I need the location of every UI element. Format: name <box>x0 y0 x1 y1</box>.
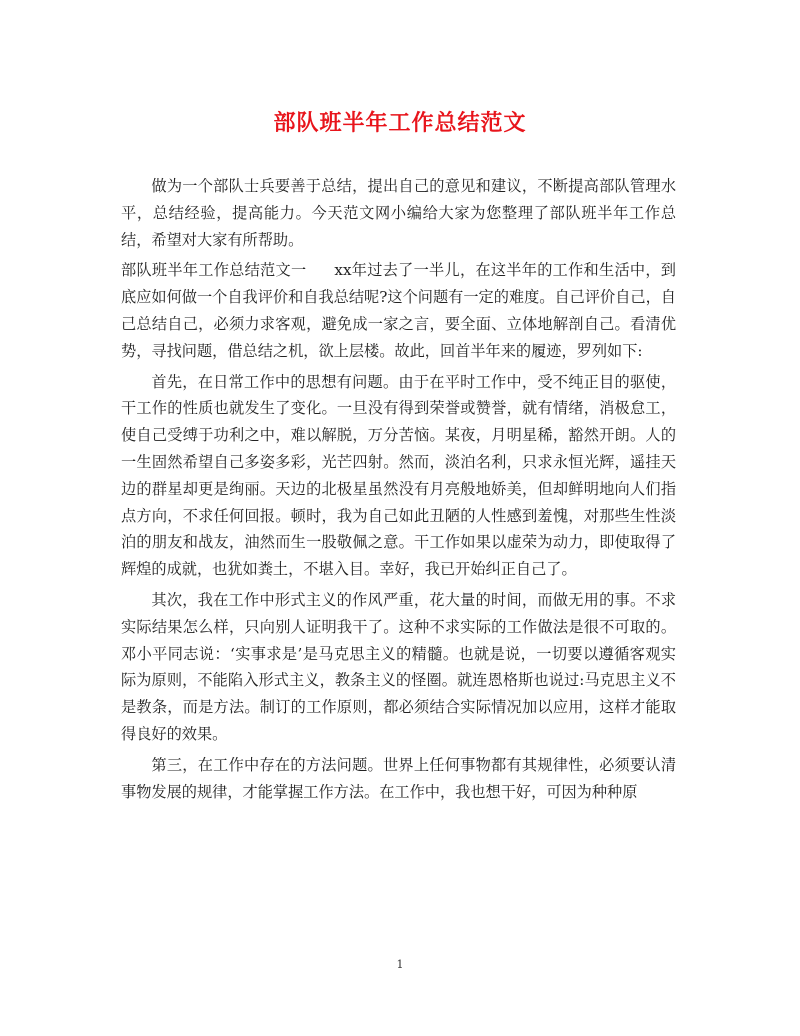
paragraph-3: 第三，在工作中存在的方法问题。世界上任何事物都有其规律性，必须要认清事物发展的规律，才能掌握工作方法。在工作中，我也想干好，可因为种种原 <box>121 755 676 801</box>
intro-paragraph: 做为一个部队士兵要善于总结，提出自己的意见和建议，不断提高部队管理水平，总结经验，提高能力。今天范文网小编给大家为您整理了部队班半年工作总结，希望对大家有所帮助。 <box>121 177 676 249</box>
section-text: xx年过去了一半儿，在这半年的工作和生活中，到底应如何做一个自我评价和自我总结呢?这个问题有一定的难度。自己评价自己，自己总结自己，必须力求客观，避免成一家之言，要全面、立体地解剖自己。看清优势，寻找问题，借总结之机，欲上层楼。故此，回首半年来的履迹，罗列如下: <box>121 261 676 360</box>
section-label: 部队班半年工作总结范文一 <box>121 261 307 280</box>
document-body <box>121 173 676 809</box>
paragraph-1: 首先，在日常工作中的思想有问题。由于在平时工作中，受不纯正目的驱使，干工作的性质也就发生了变化。一旦没有得到荣誉或赞誉，就有情绪，消极怠工，使自己受缚于功利之中，难以解脱，万分苦恼。某夜，月明星稀，豁然开朗。人的一生固然希望自己多姿多彩，光芒四射。然而，淡泊名利，只求永恒光辉，遥挂天边的群星却更是绚丽。天边的北极星虽然没有月亮般地娇美，但却鲜明地向人们指点方向，不求任何回报。顿时，我为自己如此丑陋的人性感到羞愧，对那些生性淡泊的朋友和战友，油然而生一股敬佩之意。干工作如果以虚荣为动力，即使取得了辉煌的成就，也犹如粪土，不堪入目。幸好，我已开始纠正自己了。 <box>121 372 676 579</box>
document-title: 部队班半年工作总结范文 <box>273 110 527 136</box>
section-paragraph <box>121 257 676 364</box>
paragraph-2: 其次，我在工作中形式主义的作风严重，花大量的时间，而做无用的事。不求实际结果怎么样，只向别人证明我干了。这种不求实际的工作做法是很不可取的。邓小平同志说：‘实事求是’是马克思主义的精髓。也就是说，一切要以遵循客观实际为原则，不能陷入形式主义，教条主义的怪圈。就连恩格斯也说过:马克思主义不是教条，而是方法。制订的工作原则，都必须结合实际情况加以应用，这样才能取得良好的效果。 <box>121 590 676 743</box>
page-number: 1 <box>396 958 404 971</box>
